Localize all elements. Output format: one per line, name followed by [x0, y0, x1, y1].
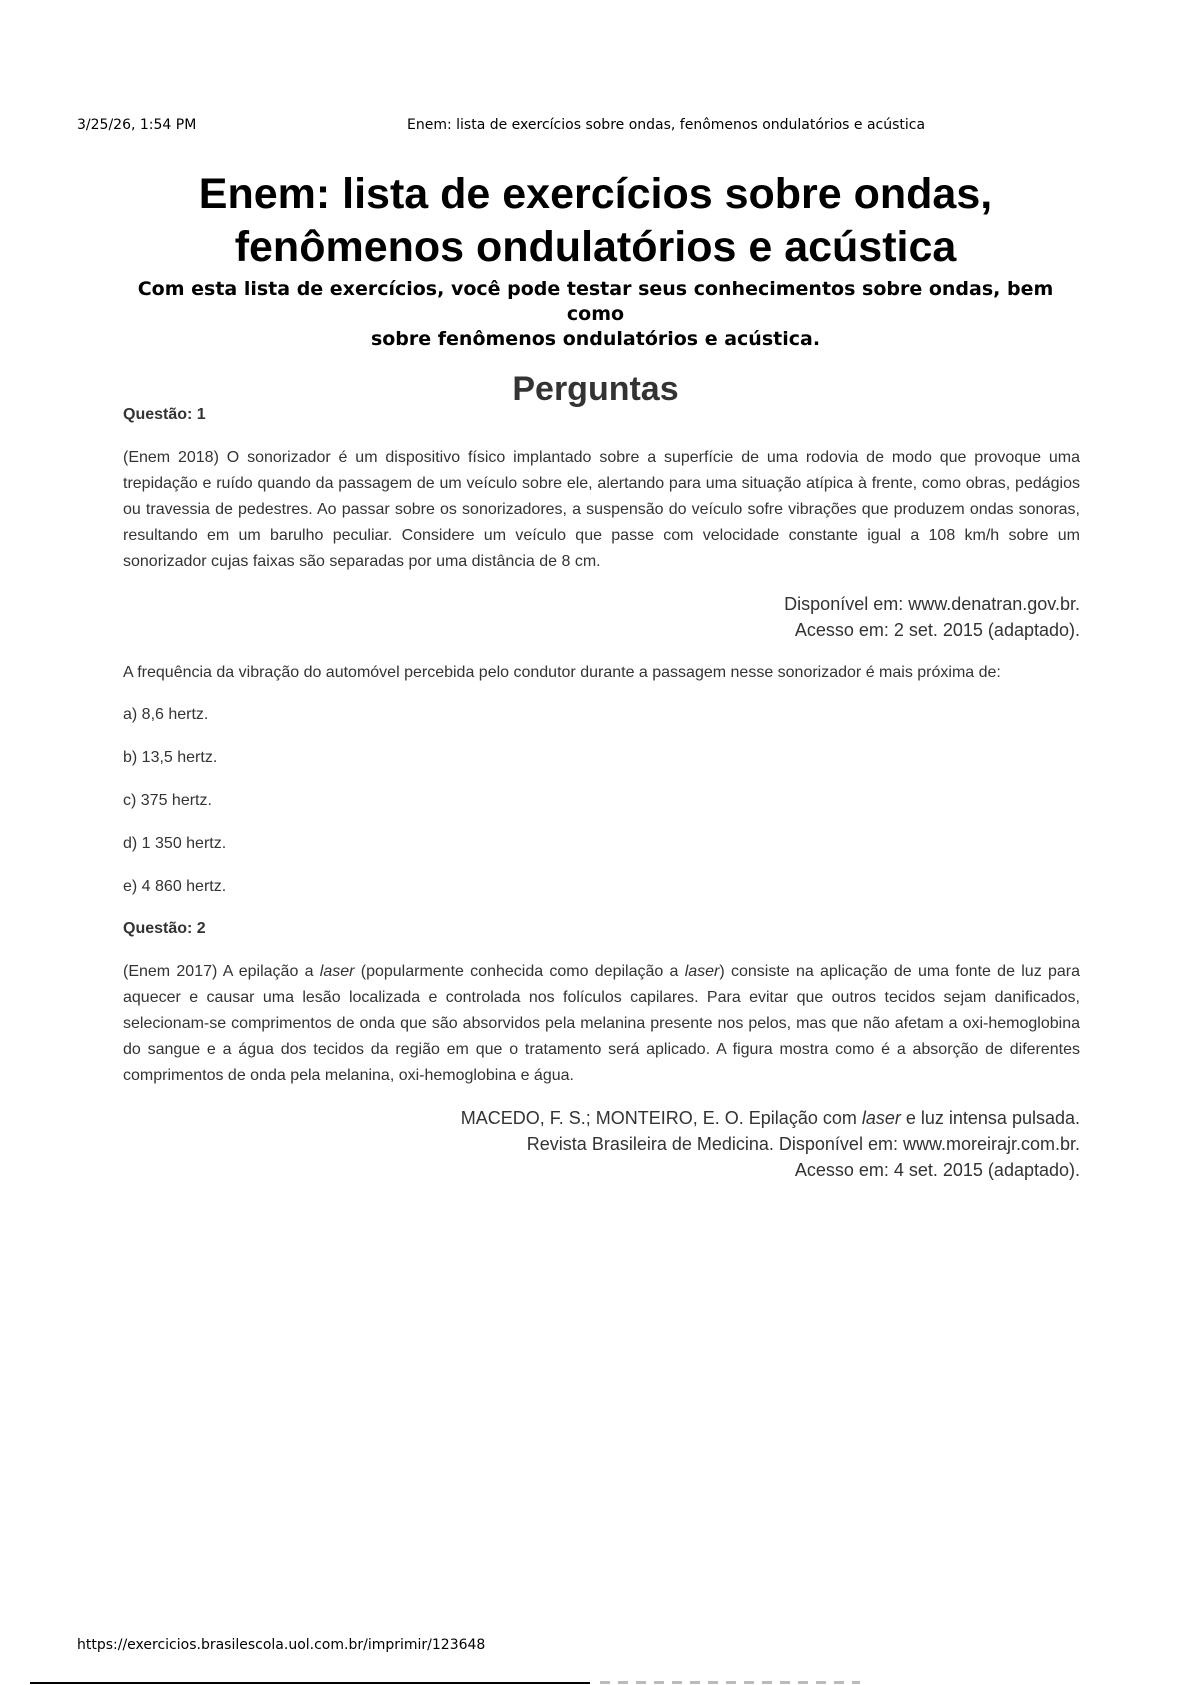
question-2-label: Questão: 2: [123, 920, 206, 937]
laser-term: laser: [684, 963, 720, 980]
question-1-source-line-1: Disponível em: www.denatran.gov.br.: [784, 594, 1080, 614]
option-d[interactable]: d) 1 350 hertz.: [123, 835, 227, 852]
footer-url[interactable]: https://exercicios.brasilescola.uol.com.br/imprimir/123648: [77, 1637, 486, 1653]
questions-content: [123, 406, 1080, 1183]
option-e[interactable]: e) 4 860 hertz.: [123, 878, 227, 895]
page-subtitle: [120, 277, 1071, 352]
page-title: [0, 168, 1191, 274]
section-title: Perguntas: [512, 370, 679, 408]
bottom-cutoff-line: [600, 1681, 860, 1684]
print-header-title: Enem: lista de exercícios sobre ondas, fenômenos ondulatórios e acústica: [407, 117, 926, 133]
page-title-line-1: Enem: lista de exercícios sobre ondas,: [198, 170, 993, 218]
question-2-source: MACEDO, F. S.; MONTEIRO, E. O. Epilação com laser e luz intensa pulsada. Revista Brasileira de Medicina. Disponível em: www.moreirajr.com.br. Acesso em: 4 set. 2015 (adaptado).: [460, 1108, 1080, 1180]
page-title-line-2: fenômenos ondulatórios e acústica: [234, 223, 957, 271]
question-2-text: (Enem 2017) A epilação a laser (popularmente conhecida como depilação a laser) consiste na aplicação de uma fonte de luz para aquecer e causar uma lesão localizada e controlada nos folículos capilares. Para evitar que outros tecidos sejam danificados, selecionam-se comprimentos de onda que são absorvidos pela melanina presente nos pelos, mas que não afetam a oxi-hemoglobina do sangue e a água dos tecidos da região em que o tratamento será aplicado. A figura mostra como é a absorção de diferentes comprimentos de onda pela melanina, oxi-hemoglobina e água.: [123, 963, 1080, 1084]
option-a[interactable]: a) 8,6 hertz.: [123, 706, 209, 723]
print-header: [77, 117, 1114, 137]
subtitle-line-1: Com esta lista de exercícios, você pode testar seus conhecimentos sobre ondas, bem como: [137, 278, 1054, 325]
option-b[interactable]: b) 13,5 hertz.: [123, 749, 218, 766]
question-2-source-line-3: Acesso em: 4 set. 2015 (adaptado).: [794, 1160, 1080, 1180]
question-1-prompt: A frequência da vibração do automóvel percebida pelo condutor durante a passagem nesse sonorizador é mais próxima de:: [123, 664, 1001, 681]
laser-term: laser: [861, 1108, 901, 1128]
bottom-rule: [30, 1682, 590, 1684]
laser-term: laser: [319, 963, 355, 980]
question-2-source-line-2: Revista Brasileira de Medicina. Disponível em: www.moreirajr.com.br.: [526, 1134, 1080, 1154]
question-1-source: [123, 591, 1080, 643]
subtitle-line-2: sobre fenômenos ondulatórios e acústica.: [370, 328, 821, 350]
print-date: 3/25/26, 1:54 PM: [77, 117, 197, 133]
option-c[interactable]: c) 375 hertz.: [123, 792, 212, 809]
question-1-label: Questão: 1: [123, 406, 206, 423]
question-1-source-line-2: Acesso em: 2 set. 2015 (adaptado).: [794, 620, 1080, 640]
question-1-text: (Enem 2018) O sonorizador é um dispositivo físico implantado sobre a superfície de uma rodovia de modo que provoque uma trepidação e ruído quando da passagem de um veículo sobre ele, alertando para uma situação atípica à frente, como obras, pedágios ou travessia de pedestres. Ao passar sobre os sonorizadores, a suspensão do veículo sofre vibrações que produzem ondas sonoras, resultando em um barulho peculiar. Considere um veículo que passe com velocidade constante igual a 108 km/h sobre um sonorizador cujas faixas são separadas por uma distância de 8 cm.: [123, 449, 1080, 570]
